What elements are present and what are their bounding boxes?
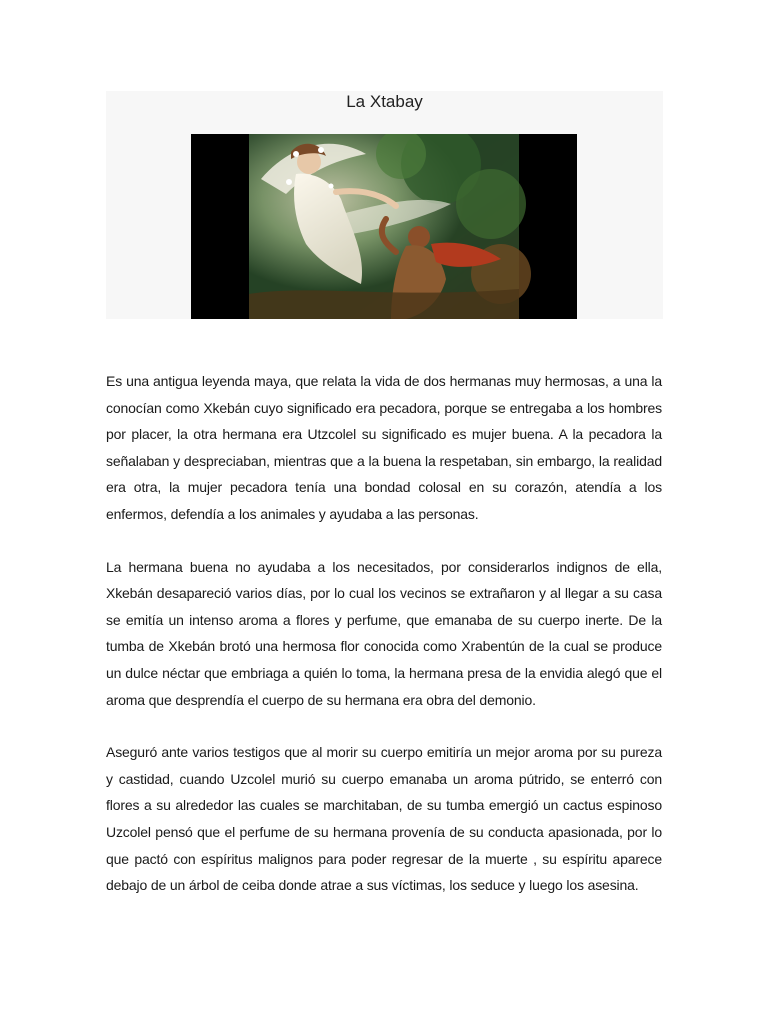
painting-illustration-icon (191, 134, 577, 319)
article-body (106, 368, 662, 925)
paragraph-1: Es una antigua leyenda maya, que relata la vida de dos hermanas muy hermosas, a una la conocían como Xkebán cuyo significado era pecadora, porque se entregaba a los hombres por placer, la otra hermana era Utzcolel su significado es mujer buena. A la pecadora la señalaban y despreciaban, mientras que a la buena la respetaban, sin embargo, la realidad era otra, la mujer pecadora tenía una bondad colosal en su corazón, atendía a los enfermos, defendía a los animales y ayudaba a las personas. (106, 373, 662, 522)
title-panel (106, 91, 663, 319)
paragraph-3: Aseguró ante varios testigos que al morir su cuerpo emitiría un mejor aroma por su pureza y castidad, cuando Uzcolel murió su cuerpo emanaba un aroma pútrido, se enterró con flores a su alrededor las cuales se marchitaban, de su tumba emergió un cactus espinoso Uzcolel pensó que el perfume de su hermana provenía de su conducta apasionada, por lo que pactó con espíritus malignos para poder regresar de la muerte , su espíritu aparece debajo de un árbol de ceiba donde atrae a sus víctimas, los seduce y luego los asesina. (106, 744, 662, 894)
page-title: La Xtabay (346, 92, 423, 111)
paragraph-2: La hermana buena no ayudaba a los necesitados, por considerarlos indignos de ella, Xkebán desapareció varios días, por lo cual los vecinos se extrañaron y al llegar a su casa se emitía un intenso aroma a flores y perfume, que emanaba de su cuerpo inerte. De la tumba de Xkebán brotó una hermosa flor conocida como Xrabentún de la cual se produce un dulce néctar que embriaga a quién lo toma, la hermana presa de la envidia alegó que el aroma que desprendía el cuerpo de su hermana era obra del demonio. (106, 558, 662, 708)
legend-illustration (191, 134, 577, 319)
